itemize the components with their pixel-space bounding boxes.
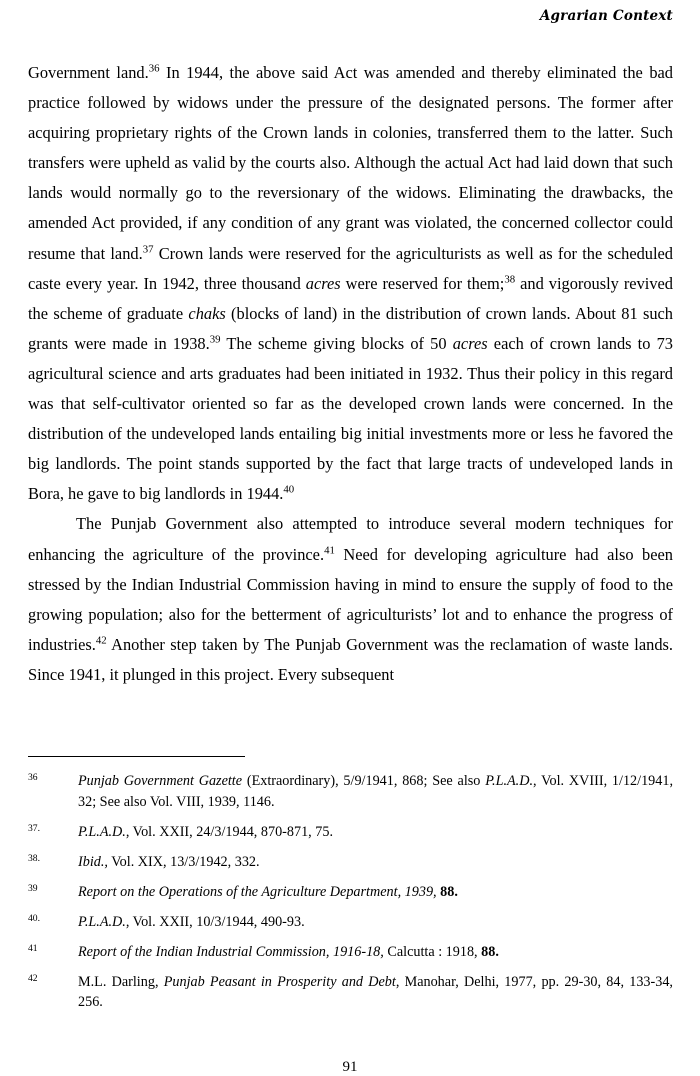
running-header-title: Agrarian Context <box>539 8 673 24</box>
footnote-list <box>28 771 673 1013</box>
footnote-text: Punjab Government Gazette (Extraordinary), 5/9/1941, 868; See also P.L.A.D., Vol. XVIII, 1/12/1941, 32; See also Vol. VIII, 1939, 1146. <box>78 773 673 810</box>
footnote-text: M.L. Darling, Punjab Peasant in Prosperity and Debt, Manohar, Delhi, 1977, pp. 29-30, 84, 133-34, 256. <box>78 973 673 1010</box>
footnote-item <box>28 912 673 933</box>
footnote-text: P.L.A.D., Vol. XXII, 10/3/1944, 490-93. <box>78 913 305 930</box>
footnote-item <box>28 972 673 1013</box>
footnote-number: 40. <box>28 912 40 924</box>
footnote-text: Report on the Operations of the Agriculture Department, 1939, 88. <box>78 883 458 900</box>
footnote-number: 38. <box>28 852 40 864</box>
footnote-number: 37. <box>28 822 40 834</box>
footnote-item <box>28 882 673 903</box>
body-paragraph-1: Government land.$^{36}$ In 1944, the above said Act was amended and thereby eliminated the bad practice followed by widows under the pressure of the designated persons. The former after acquiring proprietary rights of the Crown lands in colonies, transferred them to the latter. Such transfers were upheld as valid by the courts also. Although the actual Act had laid down that such lands would normally go to the reversionary of the widows. Eliminating the drawbacks, the amended Act provided, if any condition of any grant was violated, the concerned collector could resume that land.$^{37}$ Crown lands were reserved for the agriculturists as well as for the scheduled caste every year. In 1942, three thousand acres were reserved for them;$^{38}$ and vigorously revived the scheme of graduate chaks (blocks of land) in the distribution of crown lands. About 81 such grants were made in 1938.39 The scheme giving blocks of 50 acres each of crown lands to 73 agricultural science and arts graduates had been initiated in 1932. Thus their policy in this regard was that self-cultivator oriented so far as the developed crown lands were concerned. In the distribution of the undeveloped lands entailing big initial investments more or less he favored the big landlords. The point stands supported by the fact that large tracts of undeveloped lands in Bora, he gave to big landlords in 1944.40 <box>28 62 674 504</box>
body-text-block <box>28 58 673 690</box>
footnote-item <box>28 942 673 963</box>
footnote-item <box>28 771 673 812</box>
footnote-text: P.L.A.D., Vol. XXII, 24/3/1944, 870-871, 75. <box>78 823 333 840</box>
footnote-number: 36 <box>28 772 38 783</box>
footnote-number: 42 <box>28 972 38 984</box>
footnote-number: 39 <box>28 882 38 894</box>
footnote-separator-rule <box>28 756 245 757</box>
footnote-text: Ibid., Vol. XIX, 13/3/1942, 332. <box>78 853 260 870</box>
page-folio-number: 91 <box>342 1059 358 1075</box>
body-paragraph-2: The Punjab Government also attempted to introduce several modern techniques for enhancing the agriculture of the province.$^{41}$ Need for developing agriculture had also been stressed by the Indian Industrial Commission having in mind to ensure the supply of food to the growing population; also for the betterment of agriculturists’ lot and to enhance the progress of industries.$^{42}$ Another step taken by The Punjab Government was the reclamation of waste lands. Since 1941, it plunged in this project. Every subsequent <box>28 514 673 684</box>
footnote-number: 41 <box>28 942 38 954</box>
footnote-item <box>28 852 673 873</box>
footnote-text: Report of the Indian Industrial Commission, 1916-18, Calcutta : 1918, 88. <box>78 943 499 960</box>
footnote-item <box>28 822 673 843</box>
